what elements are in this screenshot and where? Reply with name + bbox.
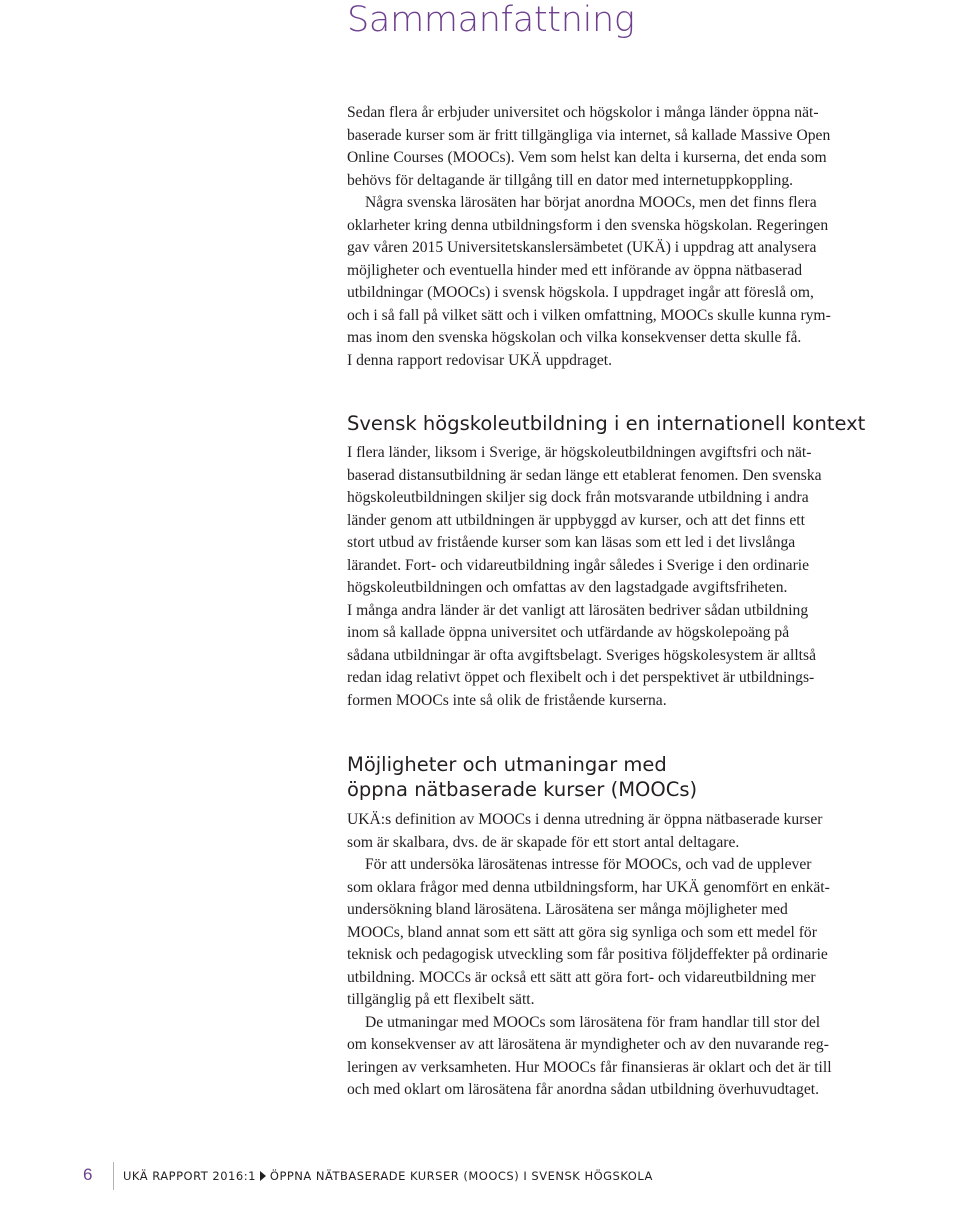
text-line: mas inom den svenska högskolan och vilka konsekvenser detta skulle få. xyxy=(347,329,802,346)
text-line: UKÄ:s definition av MOOCs i denna utredning är öppna nätbaserade kurser xyxy=(347,811,823,828)
text-line: leringen av verksamheten. Hur MOOCs får finansieras är oklart och det är till xyxy=(347,1058,832,1076)
report-id: UKÄ RAPPORT 2016:1 xyxy=(123,1169,256,1183)
section-heading-line: Möjligheter och utmaningar med xyxy=(347,753,667,776)
series-title: ÖPPNA NÄTBASERADE KURSER (MOOCS) I SVENSK HÖGSKOLA xyxy=(269,1169,653,1183)
text-line: lärandet. Fort- och vidareutbildning ingår således i Sverige i den ordinarie xyxy=(347,556,810,574)
text-line: och med oklart om lärosätena får anordna sådan utbildning överhuvudtaget. xyxy=(347,1081,819,1098)
text-line: som oklara frågor med denna utbildningsform, har UKÄ genomfört en enkät- xyxy=(347,878,830,896)
text-line: sådana utbildningar är ofta avgiftsbelagt. Sveriges högskolesystem är alltså xyxy=(347,646,816,664)
section-heading-moocs xyxy=(347,752,697,802)
text-line: redan idag relativt öppet och flexibelt och i det perspektivet är utbildnings- xyxy=(347,669,815,686)
text-line: högskoleutbildningen och omfattas av den lagstadgade avgiftsfriheten. xyxy=(347,579,788,596)
text-line: baserade kurser som är fritt tillgängliga via internet, så kallade Massive Open xyxy=(347,126,831,144)
intro-paragraph xyxy=(347,102,877,372)
text-line: undersökning bland lärosätena. Lärosätena ser många möjligheter med xyxy=(347,901,788,918)
text-line: Online Courses (MOOCs). Vem som helst kan delta i kurserna, det enda som xyxy=(347,149,827,166)
text-line: gav våren 2015 Universitetskanslersämbetet (UKÄ) i uppdrag att analysera xyxy=(347,239,817,256)
text-line: högskoleutbildningen skiljer sig dock från motsvarande utbildning i andra xyxy=(347,489,809,506)
text-line: utbildningar (MOOCs) i svensk högskola. I uppdraget ingår att föreslå om, xyxy=(347,284,814,301)
text-line: De utmaningar med MOOCs som lärosätena för fram handlar till stor del xyxy=(365,1013,821,1031)
page-title: Sammanfattning xyxy=(347,0,635,40)
text-line: MOOCs, bland annat som ett sätt att göra sig synliga och som ett medel för xyxy=(347,923,817,941)
text-line: möjligheter och eventuella hinder med ett införande av öppna nätbaserad xyxy=(347,261,803,279)
text-line: teknisk och pedagogisk utveckling som får positiva följdeffekter på ordinarie xyxy=(347,946,828,963)
text-line: I denna rapport redovisar UKÄ uppdraget. xyxy=(347,351,613,369)
text-line: Några svenska lärosäten har börjat anordna MOOCs, men det finns flera xyxy=(365,194,817,211)
text-line: utbildning. MOCCs är också ett sätt att göra fort- och vidareutbildning mer xyxy=(347,968,816,986)
text-line: Sedan flera år erbjuder universitet och högskolor i många länder öppna nät- xyxy=(347,104,819,121)
text-line: tillgänglig på ett flexibelt sätt. xyxy=(347,991,535,1008)
text-line: behövs för deltagande är tillgång till en dator med internetuppkoppling. xyxy=(347,171,794,189)
text-line: baserad distansutbildning är sedan länge ett etablerat fenomen. Den svenska xyxy=(347,466,822,484)
running-footer xyxy=(123,1169,653,1183)
text-line: I många andra länder är det vanligt att lärosäten bedriver sådan utbildning xyxy=(347,601,809,619)
text-line: inom så kallade öppna universitet och utfärdande av högskolepoäng på xyxy=(347,624,790,641)
text-line: och i så fall på vilket sätt och i vilken omfattning, MOOCs skulle kunna rym- xyxy=(347,306,831,324)
right-triangle-icon xyxy=(260,1171,266,1181)
text-line: formen MOOCs inte så olik de fristående kurserna. xyxy=(347,691,667,709)
page-number: 6 xyxy=(83,1165,93,1184)
footer-divider xyxy=(113,1162,114,1190)
text-line: stort utbud av fristående kurser som kan läsas som ett led i det livslånga xyxy=(347,534,796,551)
text-line: länder genom att utbildningen är uppbyggd av kurser, och att det finns ett xyxy=(347,511,805,529)
text-line: oklarheter kring denna utbildningsform i den svenska högskolan. Regeringen xyxy=(347,216,829,234)
section-heading-international-context: Svensk högskoleutbildning i en internationell kontext xyxy=(347,412,866,435)
section-moocs-body xyxy=(347,809,877,1102)
section-international-context-body xyxy=(347,442,877,712)
section-heading-line: öppna nätbaserade kurser (MOOCs) xyxy=(347,778,698,801)
text-line: om konsekvenser av att lärosätena är myndigheter och av den nuvarande reg- xyxy=(347,1036,829,1053)
text-line: För att undersöka lärosätenas intresse för MOOCs, och vad de upplever xyxy=(365,856,812,873)
text-line: som är skalbara, dvs. de är skapade för ett stort antal deltagare. xyxy=(347,833,740,851)
text-line: I flera länder, liksom i Sverige, är högskoleutbildningen avgiftsfri och nät- xyxy=(347,444,812,461)
